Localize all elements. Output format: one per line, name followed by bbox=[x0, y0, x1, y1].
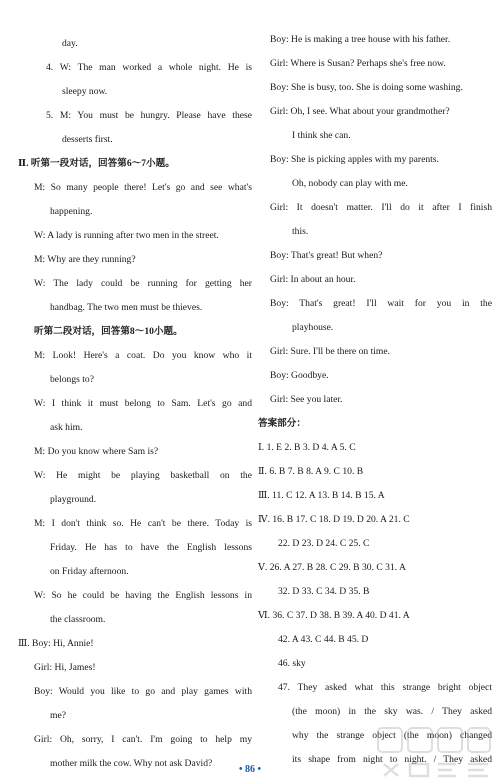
right-text-line: 42. A 43. C 44. B 45. D bbox=[278, 634, 369, 645]
right-text-line: playhouse. bbox=[292, 322, 334, 333]
left-text-line: Friday. He has to have the English lessons bbox=[50, 542, 252, 553]
left-text-line: Boy: Would you like to go and play games with bbox=[34, 686, 252, 697]
right-text-line: Boy: She is busy, too. She is doing some washing. bbox=[270, 82, 463, 93]
left-text-line: the classroom. bbox=[50, 614, 106, 625]
right-text-line: Ⅵ. 36. C 37. D 38. B 39. A 40. D 41. A bbox=[258, 610, 410, 621]
right-text-line: Boy: He is making a tree house with his father. bbox=[270, 34, 451, 45]
right-text-line: why the strange object (the moon) changed bbox=[292, 730, 492, 741]
right-text-line: Girl: Where is Susan? Perhaps she's free now. bbox=[270, 58, 446, 69]
left-text-line: on Friday afternoon. bbox=[50, 566, 129, 577]
right-text-line: Girl: Sure. I'll be there on time. bbox=[270, 346, 391, 357]
right-text-line: Girl: See you later. bbox=[270, 394, 343, 405]
left-text-line: M: Why are they running? bbox=[34, 254, 136, 265]
left-text-line: happening. bbox=[50, 206, 93, 217]
left-text-line: M: Do you know where Sam is? bbox=[34, 446, 159, 457]
watermark-logo-icon bbox=[374, 724, 494, 780]
right-text-line: 22. D 23. D 24. C 25. C bbox=[278, 538, 370, 549]
left-text-line: mother milk the cow. Why not ask David? bbox=[50, 758, 213, 769]
left-text-line: M: I don't think so. He can't be there. Today is bbox=[34, 518, 252, 529]
left-text-line: Ⅲ. Boy: Hi, Annie! bbox=[18, 638, 94, 649]
left-text-line: Girl: Hi, James! bbox=[34, 662, 96, 673]
right-text-line: this. bbox=[292, 226, 309, 237]
left-text-line: W: So he could be having the English lessons in bbox=[34, 590, 252, 601]
right-text-line: Ⅳ. 16. B 17. C 18. D 19. D 20. A 21. C bbox=[258, 514, 410, 525]
left-text-line: 听第二段对话，回答第8～10小题。 bbox=[34, 326, 183, 337]
left-text-line: desserts first. bbox=[62, 134, 113, 145]
left-text-line: handbag. The two men must be thieves. bbox=[50, 302, 203, 313]
right-text-line: Ⅱ. 6. B 7. B 8. A 9. C 10. B bbox=[258, 466, 364, 477]
right-text-line: Ⅰ. 1. E 2. B 3. D 4. A 5. C bbox=[258, 442, 356, 453]
right-text-line: 47. They asked what this strange bright object bbox=[278, 682, 492, 693]
left-text-line: day. bbox=[62, 38, 78, 49]
left-text-line: me? bbox=[50, 710, 66, 721]
right-text-line: Oh, nobody can play with me. bbox=[292, 178, 408, 189]
left-text-line: belongs to? bbox=[50, 374, 94, 385]
right-text-line: Boy: That's great! I'll wait for you in the bbox=[270, 298, 492, 309]
left-text-line: ask him. bbox=[50, 422, 83, 433]
left-text-line: 4. W: The man worked a whole night. He is bbox=[46, 62, 252, 73]
left-text-line: Ⅱ. 听第一段对话，回答第6～7小题。 bbox=[18, 158, 175, 169]
left-text-line: M: So many people there! Let's go and see what's bbox=[34, 182, 252, 193]
right-text-line: I think she can. bbox=[292, 130, 351, 141]
right-text-line: Ⅴ. 26. A 27. B 28. C 29. B 30. C 31. A bbox=[258, 562, 406, 573]
right-text-line: Ⅲ. 11. C 12. A 13. B 14. B 15. A bbox=[258, 490, 385, 501]
left-text-line: M: Look! Here's a coat. Do you know who it bbox=[34, 350, 252, 361]
right-text-line: Girl: In about an hour. bbox=[270, 274, 356, 285]
right-text-line: Girl: It doesn't matter. I'll do it after I finish bbox=[270, 202, 492, 213]
right-text-line: Boy: She is picking apples with my parents. bbox=[270, 154, 439, 165]
right-text-line: Boy: Goodbye. bbox=[270, 370, 329, 381]
left-text-line: W: He might be playing basketball on the bbox=[34, 470, 252, 481]
right-text-line: 32. D 33. C 34. D 35. B bbox=[278, 586, 370, 597]
page-number: • 86 • bbox=[238, 764, 261, 775]
left-text-line: W: The lady could be running for getting her bbox=[34, 278, 252, 289]
right-text-line: 答案部分： bbox=[258, 418, 306, 429]
left-text-line: Girl: Oh, sorry, I can't. I'm going to help my bbox=[34, 734, 252, 745]
left-text-line: playground. bbox=[50, 494, 97, 505]
right-text-line: its shape from night to night. / They asked bbox=[292, 754, 492, 765]
left-text-line: 5. M: You must be hungry. Please have these bbox=[46, 110, 252, 121]
left-text-line: sleepy now. bbox=[62, 86, 108, 97]
right-text-line: 46. sky bbox=[278, 658, 306, 669]
right-text-line: Girl: Oh, I see. What about your grandmother? bbox=[270, 106, 450, 117]
right-text-line: Boy: That's great! But when? bbox=[270, 250, 383, 261]
left-text-line: W: A lady is running after two men in the street. bbox=[34, 230, 219, 241]
left-text-line: W: I think it must belong to Sam. Let's go and bbox=[34, 398, 252, 409]
right-text-line: (the moon) in the sky was. / They asked bbox=[292, 706, 492, 717]
